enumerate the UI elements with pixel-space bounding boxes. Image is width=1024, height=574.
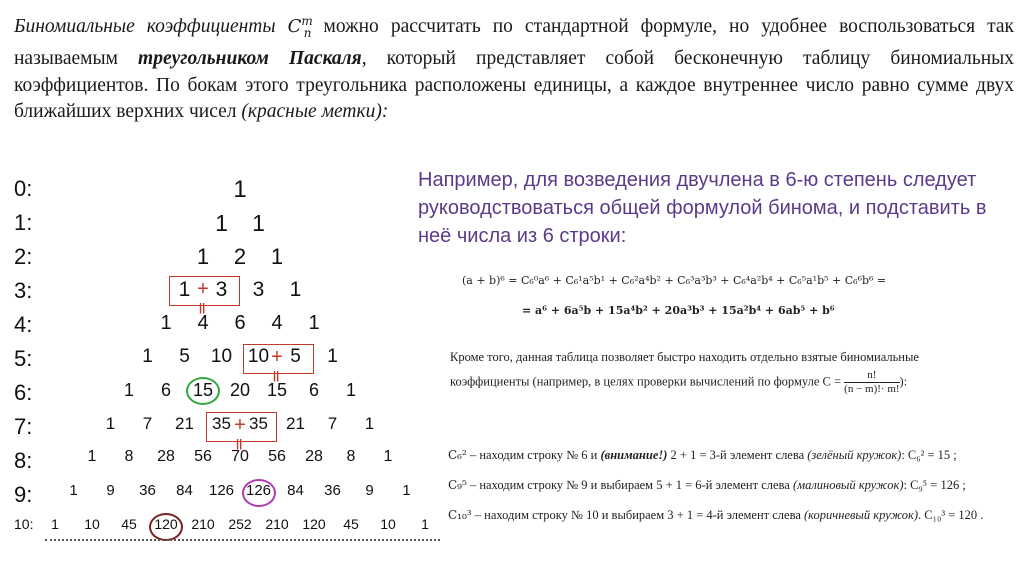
triangle-number: 1 xyxy=(421,516,429,532)
triangle-number: 3 xyxy=(215,278,228,301)
triangle-number: 5 xyxy=(179,346,190,367)
triangle-number: 6 xyxy=(160,380,172,400)
triangle-number: 1 xyxy=(142,346,153,367)
triangle-number: 126 xyxy=(208,482,235,499)
triangle-number: 9 xyxy=(365,482,374,499)
triangle-number: 6 xyxy=(308,380,320,400)
equals-mark: || xyxy=(273,370,280,382)
triangle-number: 3 xyxy=(252,278,265,301)
example-list xyxy=(448,440,1008,530)
triangle-number: 36 xyxy=(139,482,156,499)
triangle-number: 1 xyxy=(69,482,78,499)
fraction: $\frac{n!}{(n - m)!\cdot m!}$ xyxy=(844,369,900,395)
triangle-number: 210 xyxy=(191,516,215,532)
dotted-separator xyxy=(45,539,440,541)
intro-part2: , который представляет собой бесконечную таблицу биномиальных коэффициентов. По бокам этого треугольника расположены единицы, а каждое внутреннее число равно сумме двух ближайших верхних чисел xyxy=(14,48,1015,123)
binomial-symbol: $C^m_n$ xyxy=(287,14,313,40)
triangle-number: 1 xyxy=(327,346,338,367)
intro-note: (красные метки): xyxy=(241,101,389,123)
triangle-number: 56 xyxy=(194,448,212,465)
note-line-2: коэффициенты (например, в целях проверки вычислений по формуле C = $\frac{n!}{(n - m)!\cdot m!}$): xyxy=(450,369,908,395)
triangle-number: 20 xyxy=(229,380,251,400)
triangle-number: 15 xyxy=(192,380,214,400)
triangle-number: 126 xyxy=(245,482,272,499)
triangle-number: 10 xyxy=(84,516,100,532)
row-label: 7: xyxy=(14,414,33,439)
row-label: 10: xyxy=(14,516,34,532)
triangle-number: 1 xyxy=(123,380,135,400)
triangle-number: 7 xyxy=(327,414,338,433)
highlight-circle xyxy=(242,479,276,507)
side-explanation: Например, для возведения двучлена в 6-ю степень следует руководствоваться общей формулой бинома, и подставить в неё числа из 6 строки: xyxy=(418,169,987,247)
triangle-number: 84 xyxy=(176,482,193,499)
triangle-number: 1 xyxy=(364,414,375,433)
triangle-number: 9 xyxy=(106,482,115,499)
triangle-number: 70 xyxy=(231,448,249,465)
triangle-number: 5 xyxy=(290,346,301,367)
row-label: 4: xyxy=(14,312,33,337)
triangle-number: 120 xyxy=(302,516,326,532)
triangle-number: 210 xyxy=(265,516,289,532)
triangle-number: 21 xyxy=(175,414,194,433)
triangle-number: 45 xyxy=(121,516,137,532)
triangle-number: 120 xyxy=(154,516,178,532)
intro-part1: можно рассчитать по стандартной формуле, но удобнее воспользоваться так называемым xyxy=(14,16,1015,70)
formula-line-1: (a + b)⁶ = C₆⁰a⁶ + C₆¹a⁵b¹ + C₆²a⁴b² + C₆³a³b³ + C₆⁴a²b⁴ + C₆⁵a¹b⁵ + C₆⁶b⁶ = xyxy=(462,274,887,287)
row-label: 6: xyxy=(14,380,33,405)
equals-mark: || xyxy=(236,438,243,450)
triangle-number: 84 xyxy=(287,482,304,499)
example-item: C₉⁵ – находим строку № 9 и выбираем 5 + 1 = 6-й элемент слева (малиновый кружок): C₉⁵ = 126 ; xyxy=(448,478,966,492)
formula-line-2: = a⁶ + 6a⁵b + 15a⁴b² + 20a³b³ + 15a²b⁴ + 6ab⁵ + b⁶ xyxy=(522,304,835,317)
pascal-triangle xyxy=(0,172,440,572)
example-item: C₁₀³ – находим строку № 10 и выбираем 3 + 1 = 4-й элемент слева (коричневый кружок). C₁₀³ = 120 . xyxy=(448,508,984,522)
row-label: 9: xyxy=(14,482,33,507)
triangle-number: 10 xyxy=(247,346,270,367)
triangle-number: 1 xyxy=(402,482,411,499)
triangle-number: 45 xyxy=(343,516,359,532)
triangle-number: 6 xyxy=(234,312,246,334)
triangle-number: 1 xyxy=(178,278,191,301)
triangle-number: 4 xyxy=(197,312,209,334)
triangle-number: 1 xyxy=(383,448,393,465)
row-label: 2: xyxy=(14,244,33,269)
triangle-number: 1 xyxy=(51,516,59,532)
triangle-number: 1 xyxy=(308,312,320,334)
triangle-number: 1 xyxy=(270,244,284,269)
plus-sign: + xyxy=(234,414,246,436)
triangle-number: 1 xyxy=(196,244,210,269)
triangle-number: 1 xyxy=(289,278,302,301)
row-label: 0: xyxy=(14,176,33,201)
row-label: 1: xyxy=(14,210,33,235)
row-label: 3: xyxy=(14,278,33,303)
plus-sign: + xyxy=(271,346,283,368)
example-item: C₆² – находим строку № 6 и (внимание!) 2 + 1 = 3-й элемент слева (зелёный кружок): C₆² = 15 ; xyxy=(448,448,957,462)
intro-paragraph xyxy=(14,8,1014,126)
triangle-number: 8 xyxy=(124,448,134,465)
equals-mark: || xyxy=(199,302,206,314)
highlight-circle xyxy=(186,377,220,405)
triangle-number: 4 xyxy=(271,312,283,334)
triangle-number: 35 xyxy=(212,414,231,433)
triangle-number: 1 xyxy=(105,414,116,433)
triangle-number: 1 xyxy=(160,312,172,334)
triangle-number: 35 xyxy=(249,414,268,433)
triangle-number: 1 xyxy=(345,380,357,400)
triangle-number: 7 xyxy=(142,414,153,433)
triangle-number: 252 xyxy=(228,516,252,532)
plus-sign: + xyxy=(197,278,209,300)
triangle-number: 36 xyxy=(324,482,341,499)
triangle-number: 1 xyxy=(233,176,247,203)
triangle-number: 21 xyxy=(286,414,305,433)
triangle-number: 28 xyxy=(305,448,323,465)
note-paragraph xyxy=(450,345,1010,396)
triangle-number: 1 xyxy=(252,210,265,236)
triangle-number: 10 xyxy=(380,516,396,532)
triangle-number: 15 xyxy=(266,380,288,400)
row-label: 8: xyxy=(14,448,33,473)
triangle-number: 56 xyxy=(268,448,286,465)
triangle-number: 28 xyxy=(157,448,175,465)
triangle-number: 8 xyxy=(346,448,356,465)
row-label: 5: xyxy=(14,346,33,371)
intro-lead: Биномиальные коэффициенты xyxy=(14,16,276,37)
triangle-number: 10 xyxy=(210,346,233,367)
highlight-circle xyxy=(149,513,183,541)
note-line-1: Кроме того, данная таблица позволяет быстро находить отдельно взятые биномиальные xyxy=(450,350,919,364)
binomial-formula xyxy=(462,266,982,326)
triangle-number: 1 xyxy=(215,210,228,236)
triangle-number: 1 xyxy=(87,448,97,465)
triangle-number: 2 xyxy=(233,244,247,269)
pascal-term: треугольником Паскаля xyxy=(138,48,362,70)
